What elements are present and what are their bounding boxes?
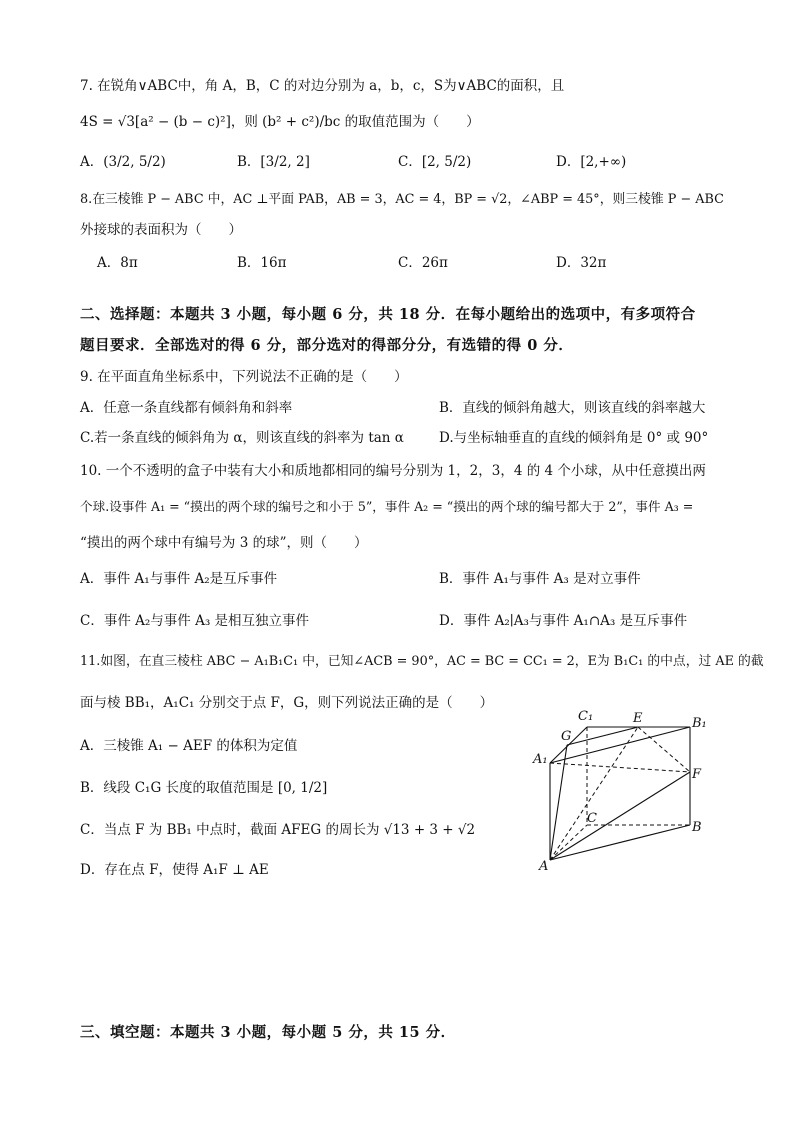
label-a1: A₁ — [533, 752, 548, 767]
segment-a1-f — [550, 763, 690, 772]
edge-a-c — [550, 825, 587, 860]
label-f: F — [692, 767, 702, 782]
section2-heading-line2: 题目要求．全部选对的得 6 分，部分选对的得部分分，有选错的得 0 分． — [80, 337, 574, 354]
q10-option-c: C．事件 A₂与事件 A₃ 是相互独立事件 — [80, 613, 310, 629]
q10-option-d: D．事件 A₂∣A₃与事件 A₁∩A₃ 是互斥事件 — [439, 613, 688, 629]
q7-option-d: D．[2,+∞) — [556, 154, 627, 170]
q8-option-d: D．32π — [556, 255, 607, 271]
label-c: C — [587, 811, 597, 826]
q9-option-b: B．直线的倾斜角越大，则该直线的斜率越大 — [439, 400, 706, 416]
q7-option-c: C．[2, 5/2) — [398, 154, 472, 170]
q8-option-c: C．26π — [398, 255, 448, 271]
q9-option-d: D.与坐标轴垂直的直线的倾斜角是 0° 或 90° — [439, 430, 709, 446]
q8-option-b: B．16π — [237, 255, 287, 271]
q10-stem-line1: 10. 一个不透明的盒子中装有大小和质地都相同的编号分别为 1，2，3，4 的 4 个小球，从中任意摸出两 — [80, 463, 706, 479]
label-b: B — [692, 820, 702, 835]
segment-a-f — [550, 772, 690, 860]
q11-stem-line2: 面与棱 BB₁，A₁C₁ 分别交于点 F，G，则下列说法正确的是（ ） — [80, 695, 494, 711]
label-a: A — [539, 859, 549, 874]
q11-stem-line1: 11.如图，在直三棱柱 ABC − A₁B₁C₁ 中，已知∠ACB = 90°，AC = BC = CC₁ = 2，E为 B₁C₁ 的中点，过 AE 的截 — [80, 654, 764, 669]
q11-option-c: C．当点 F 为 BB₁ 中点时，截面 AFEG 的周长为 √13 + 3 + √2 — [80, 822, 476, 838]
q7-stem-line1: 7. 在锐角∨ABC中，角 A，B，C 的对边分别为 a，b，c，S为∨ABC的面积，且 — [80, 78, 565, 94]
q8-stem-line1: 8.在三棱锥 P − ABC 中，AC ⊥平面 PAB，AB = 3，AC = 4，BP = √2，∠ABP = 45°，则三棱锥 P − ABC — [80, 192, 724, 207]
q11-option-b: B．线段 C₁G 长度的取值范围是 [0, 1/2] — [80, 780, 328, 796]
section2-heading-line1: 二、选择题：本题共 3 小题，每小题 6 分，共 18 分．在每小题给出的选项中，有多项符合 — [80, 306, 696, 323]
q10-option-a: A．事件 A₁与事件 A₂是互斥事件 — [80, 571, 278, 587]
q11-prism-figure — [525, 700, 725, 875]
segment-a-e — [550, 727, 638, 860]
q7-option-a: A．(3/2, 5/2) — [80, 154, 166, 170]
q10-option-b: B．事件 A₁与事件 A₃ 是对立事件 — [439, 571, 641, 587]
q9-option-c: C.若一条直线的倾斜角为 α，则该直线的斜率为 tan α — [80, 430, 404, 446]
edge-a-b — [550, 825, 690, 860]
q7-stem-line2: 4S = √3[a² − (b − c)²]，则 (b² + c²)/bc 的取值范围为（ ） — [80, 114, 480, 130]
q11-option-a: A．三棱锥 A₁ − AEF 的体积为定值 — [80, 738, 298, 754]
label-e: E — [633, 711, 643, 726]
q8-option-a: A．8π — [97, 255, 138, 271]
q7-option-b: B．[3/2, 2] — [237, 154, 310, 170]
label-c1: C₁ — [578, 709, 594, 724]
q9-stem: 9. 在平面直角坐标系中，下列说法不正确的是（ ） — [80, 369, 408, 385]
label-b1: B₁ — [692, 716, 707, 731]
q10-stem-line2: 个球.设事件 A₁ = “摸出的两个球的编号之和小于 5”，事件 A₂ = “摸出的两个球的编号都大于 2”，事件 A₃ = — [80, 499, 694, 514]
q9-option-a: A．任意一条直线都有倾斜角和斜率 — [80, 400, 293, 416]
q10-stem-line3: “摸出的两个球中有编号为 3 的球”，则（ ） — [80, 535, 368, 551]
q11-option-d: D．存在点 F，使得 A₁F ⊥ AE — [80, 862, 269, 878]
section3-heading: 三、填空题：本题共 3 小题，每小题 5 分，共 15 分． — [80, 1024, 456, 1041]
q8-stem-line2: 外接球的表面积为（ ） — [80, 222, 242, 238]
label-g: G — [561, 729, 572, 744]
